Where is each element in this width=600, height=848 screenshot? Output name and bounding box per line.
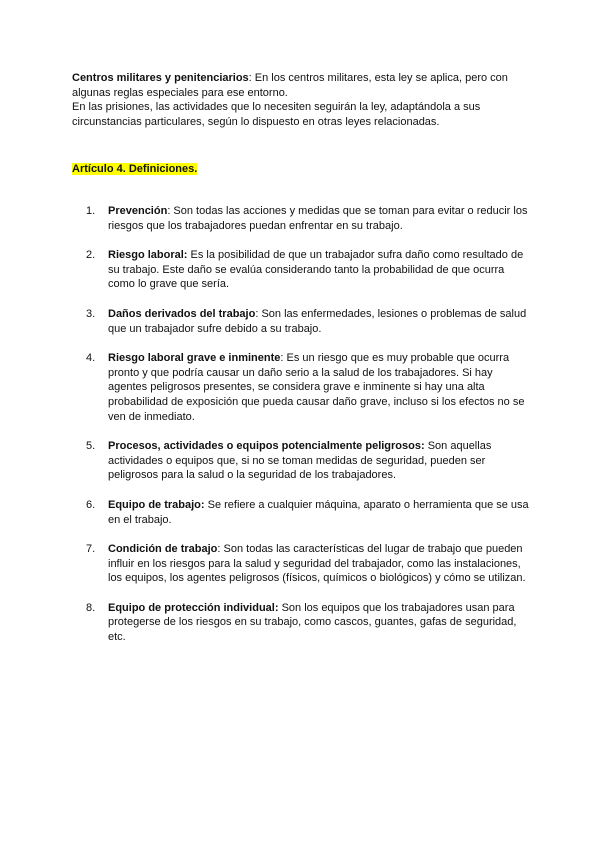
definition-number: 8. [86, 601, 96, 614]
definition-number: 1. [86, 205, 96, 217]
definition-number: 2. [86, 249, 96, 262]
definition-term: Procesos, actividades o equipos potencialmente peligrosos: [108, 440, 425, 453]
definition-number: 4. [86, 352, 96, 365]
definition-text: : Son todas las acciones y medidas que se toman para evitar o reducir los riesgos que los trabajadores puedan enfrentar en su trabajo. [108, 205, 528, 232]
definition-number: 3. [86, 307, 96, 320]
definition-text: Es la posibilidad de que un trabajador sufra daño como resultado de su trabajo. Este daño se evalúa considerando tanto la probabilidad de que ocurra como lo grave que sería. [108, 249, 524, 291]
definitions-list [86, 204, 531, 660]
definition-term: Equipo de trabajo: [108, 498, 205, 511]
definition-number: 7. [86, 543, 96, 556]
definition-text: : Es un riesgo que es muy probable que ocurra pronto y que podría causar un daño serio a la salud de los trabajadores. Si hay agentes peligrosos presentes, se considera grave e inminente si hay una alta probabilidad de exposición que pueda causar daño grave, incluso si los efectos no se ven de inmediato. [108, 352, 525, 423]
definition-term: Prevención [108, 205, 168, 217]
definition-term: Equipo de protección individual: [108, 601, 279, 614]
definition-item [86, 248, 531, 292]
definition-term: Condición de trabajo [108, 543, 218, 556]
intro-military-text: : En los centros militares, esta ley se aplica, pero con algunas reglas especiales para ese entorno. [72, 72, 508, 99]
definition-item [86, 439, 531, 483]
intro-paragraph-military [72, 71, 532, 100]
intro-paragraph-prisons: En las prisiones, las actividades que lo necesiten seguirán la ley, adaptándola a sus circunstancias particulares, según lo dispuesto en otras leyes relacionadas. [72, 101, 481, 128]
definition-text: Son los equipos que los trabajadores usan para protegerse de los riesgos en su trabajo, como cascos, guantes, gafas de seguridad, etc. [108, 601, 517, 644]
definition-item [86, 498, 531, 527]
definition-term: Riesgo laboral: [108, 249, 188, 262]
definition-number: 6. [86, 498, 96, 511]
intro-heading: Centros militares y penitenciarios [72, 72, 249, 84]
article-title [72, 162, 197, 177]
definition-item [86, 307, 531, 336]
definition-term: Daños derivados del trabajo [108, 307, 256, 320]
definition-item [86, 601, 531, 645]
definition-item [86, 542, 531, 586]
definition-text: Se refiere a cualquier máquina, aparato o herramienta que se usa en el trabajo. [108, 498, 529, 526]
definition-text: : Son las enfermedades, lesiones o problemas de salud que un trabajador sufre debido a su trabajo. [108, 307, 527, 335]
article-title-highlight: Artículo 4. Definiciones. [72, 163, 198, 175]
intro-section [72, 71, 532, 129]
definition-number: 5. [86, 440, 96, 453]
definition-item [86, 351, 531, 424]
definition-item [86, 204, 531, 233]
definition-text: Son aquellas actividades o equipos que, si no se toman medidas de seguridad, pueden ser peligrosos para la salud o la seguridad de los trabajadores. [108, 440, 492, 482]
definition-term: Riesgo laboral grave e inminente [108, 352, 281, 365]
definition-text: : Son todas las características del lugar de trabajo que pueden influir en los riesgos para la salud y seguridad del trabajador, como las instalaciones, los equipos, los agentes peligrosos (físicos, químicos o biológicos) y cómo se utilizan. [108, 543, 526, 585]
